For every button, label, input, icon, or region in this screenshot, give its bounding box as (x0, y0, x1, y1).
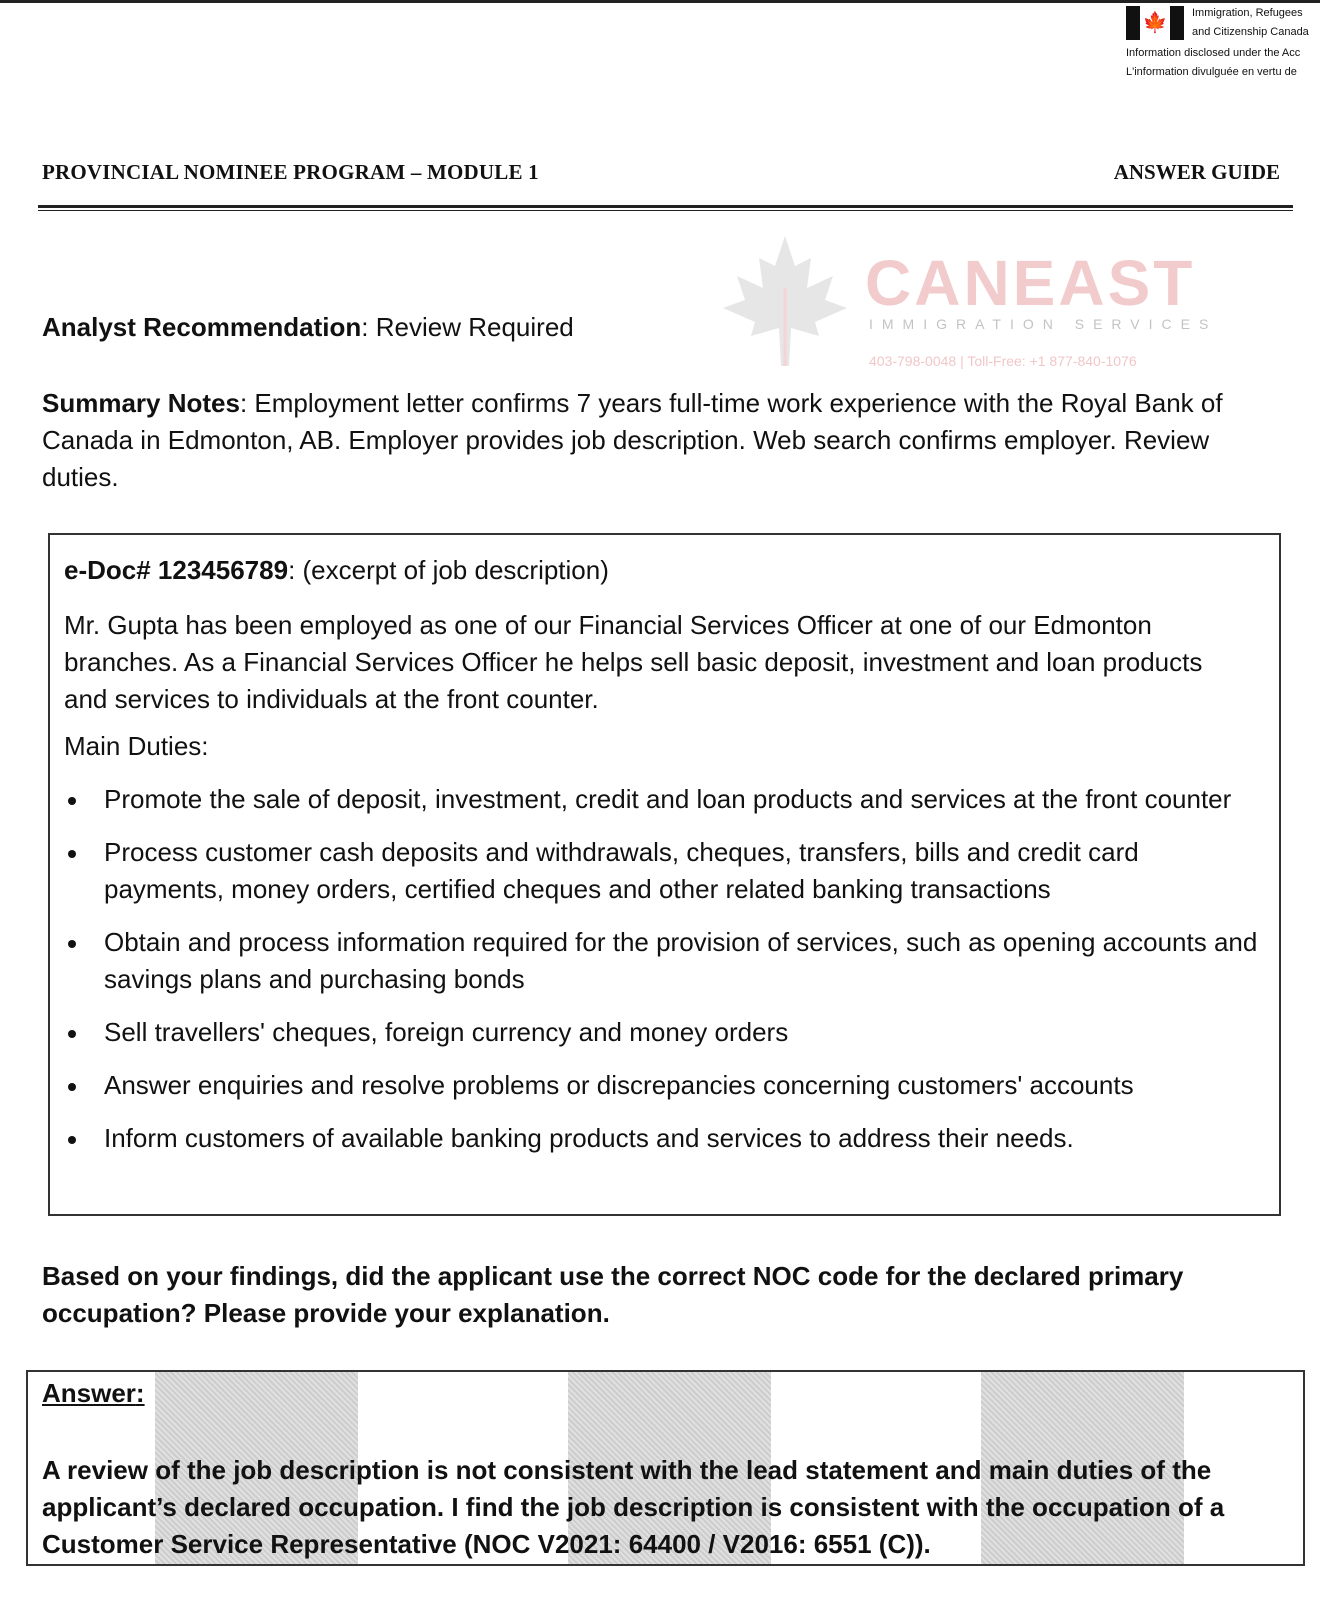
answer-box (26, 1370, 1305, 1566)
caneast-watermark (715, 228, 1275, 378)
analyst-recommendation: Analyst Recommendation: Review Required (42, 312, 574, 342)
edoc-title: e-Doc# 123456789: (excerpt of job description) (64, 555, 609, 585)
top-border (0, 0, 1320, 3)
access-notice: Information disclosed under the Acc L'information divulguée en vertu de (1126, 47, 1301, 78)
job-description-paragraph: Mr. Gupta has been employed as one of our Financial Services Officer at one of our Edmonton branches. As a Financial Services Officer he helps sell basic deposit, investment and loan products and services to individuals at the front counter. (64, 610, 1203, 714)
answer-label: Answer: (42, 1378, 145, 1408)
department-name: Immigration, Refugees and Citizenship Canada (1192, 7, 1309, 38)
bullet-icon (68, 850, 76, 858)
main-duties-heading: Main Duties: (64, 731, 209, 761)
watermark-phone: 403-798-0048 | Toll-Free: +1 877-840-1076 (869, 353, 1137, 369)
list-item: Process customer cash deposits and withdrawals, cheques, transfers, bills and credit card payments, money orders, certified cheques and other related banking transactions (64, 834, 1264, 908)
bullet-icon (68, 1083, 76, 1091)
watermark-subtitle: IMMIGRATION SERVICES (869, 316, 1218, 332)
watermark-brand: CANEAST (865, 247, 1196, 319)
bullet-icon (68, 1030, 76, 1038)
edoc-excerpt-box (48, 533, 1281, 1216)
list-item: Answer enquiries and resolve problems or discrepancies concerning customers' accounts (64, 1067, 1264, 1104)
list-item: Promote the sale of deposit, investment, credit and loan products and services at the front counter (64, 781, 1264, 818)
answer-text: A review of the job description is not consistent with the lead statement and main duties of the applicant’s declared occupation. I find the job description is consistent with the occupation of a Customer Service Representative (NOC V2021: 64400 / V2016: 6551 (C)). (42, 1455, 1225, 1559)
canada-flag-icon: 🍁 (1126, 6, 1184, 40)
bullet-icon (68, 940, 76, 948)
bullet-icon (68, 797, 76, 805)
summary-notes: Summary Notes: Employment letter confirms 7 years full-time work experience with the Royal Bank of Canada in Edmonton, AB. Employer provides job description. Web search confirms employer. Review duties. (42, 388, 1223, 492)
answer-guide-label: ANSWER GUIDE (1113, 160, 1280, 184)
list-item: Inform customers of available banking products and services to address their needs. (64, 1120, 1264, 1157)
program-title: PROVINCIAL NOMINEE PROGRAM – MODULE 1 (42, 160, 539, 184)
list-item: Obtain and process information required for the provision of services, such as opening accounts and savings plans and purchasing bonds (64, 924, 1264, 998)
maple-leaf-logo-icon (715, 228, 855, 368)
list-item: Sell travellers' cheques, foreign currency and money orders (64, 1014, 1264, 1051)
header-rule (38, 205, 1293, 208)
question-text: Based on your findings, did the applicant use the correct NOC code for the declared primary occupation? Please provide your explanation. (42, 1261, 1184, 1328)
duties-list (64, 781, 1264, 1173)
bullet-icon (68, 1136, 76, 1144)
header-rule-thin (38, 210, 1293, 211)
